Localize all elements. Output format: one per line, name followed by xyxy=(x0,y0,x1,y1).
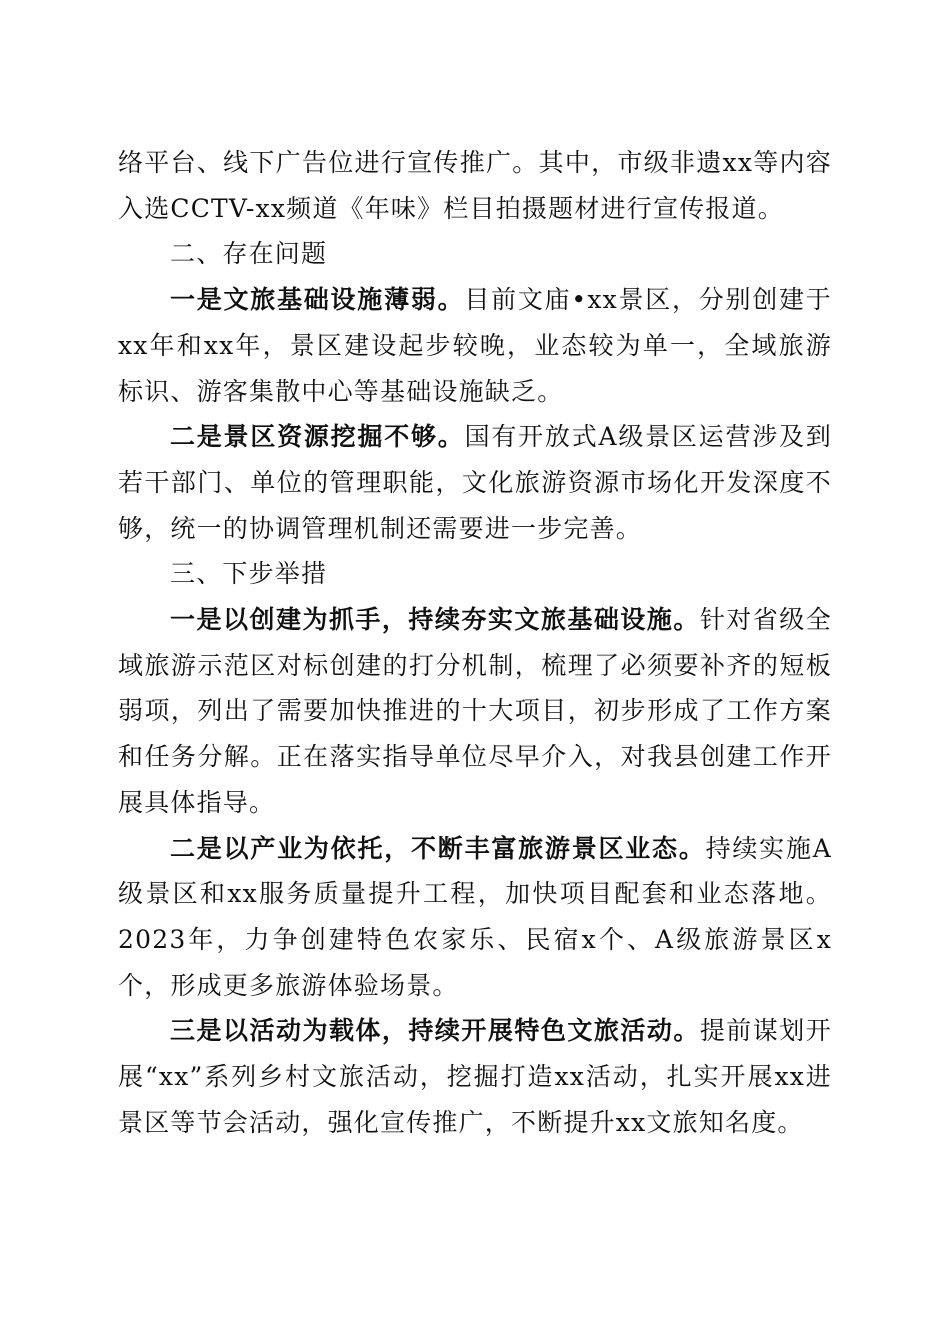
problem-1-text: 目前文庙•xx景区，分别创建于xx年和xx年，景区建设起步较晚，业态较为单一，全域旅游标识、游客集散中心等基础设施缺乏。 xyxy=(118,285,832,406)
problem-1-lead: 一是文旅基础设施薄弱。 xyxy=(170,285,465,315)
intro-paragraph: 络平台、线下广告位进行宣传推广。其中，市级非遗xx等内容入选CCTV-xx频道《年味》栏目拍摄题材进行宣传报道。 xyxy=(118,148,832,223)
measure-paragraph-3 xyxy=(118,1008,832,1145)
section-heading-problems: 二、存在问题 xyxy=(170,239,328,269)
measure-1-text: 针对省级全域旅游示范区对标创建的打分机制，梳理了必须要补齐的短板弱项，列出了需要加快推进的十大项目，初步形成了工作方案和任务分解。正在落实指导单位尽早介入，对我县创建工作开展具体指导。 xyxy=(118,605,832,817)
problem-2-text: 国有开放式A级景区运营涉及到若干部门、单位的管理职能，文化旅游资源市场化开发深度不够，统一的协调管理机制还需要进一步完善。 xyxy=(118,422,832,543)
measure-2-lead: 二是以产业为依托，不断丰富旅游景区业态。 xyxy=(170,833,706,863)
section-heading-next-steps: 三、下步举措 xyxy=(170,559,328,589)
problem-paragraph-2 xyxy=(118,414,832,551)
document-page xyxy=(118,140,832,1145)
measure-2-text: 持续实施A级景区和xx服务质量提升工程，加快项目配套和业态落地。2023年，力争创建特色农家乐、民宿x个、A级旅游景区x个，形成更多旅游体验场景。 xyxy=(118,833,832,1000)
measure-3-text: 提前谋划开展“xx”系列乡村文旅活动，挖掘打造xx活动，扎实开展xx进景区等节会活动，强化宣传推广，不断提升xx文旅知名度。 xyxy=(118,1016,832,1137)
measure-1-lead: 一是以创建为抓手，持续夯实文旅基础设施。 xyxy=(170,605,700,635)
problem-2-lead: 二是景区资源挖掘不够。 xyxy=(170,422,465,452)
measure-3-lead: 三是以活动为载体，持续开展特色文旅活动。 xyxy=(170,1016,700,1046)
measure-paragraph-2 xyxy=(118,826,832,1009)
problem-paragraph-1 xyxy=(118,277,832,414)
measure-paragraph-1 xyxy=(118,597,832,826)
